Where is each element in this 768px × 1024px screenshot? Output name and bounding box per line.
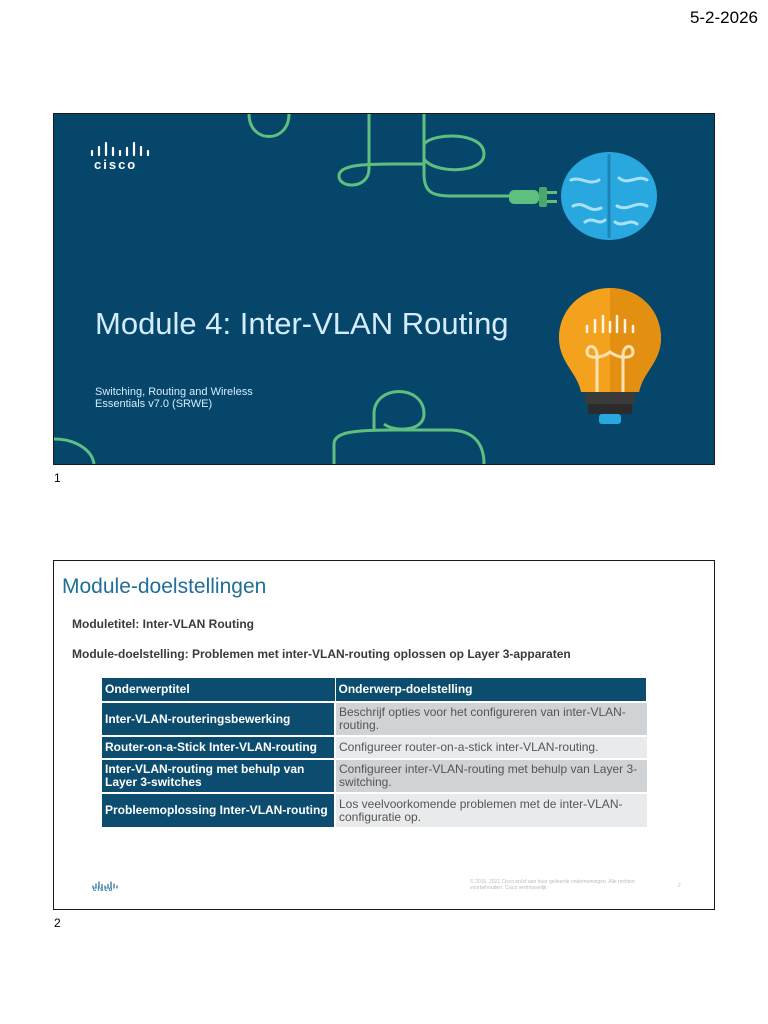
table-header-row <box>102 678 647 702</box>
copyright-text: © 2016, 2021 Cisco en/of aan haar gelieerde ondernemingen. Alle rechten voorbehouden. Cisco vertrouwelijk <box>470 879 635 891</box>
cisco-logo-text: cisco <box>93 887 114 893</box>
cisco-logo-text: cisco <box>94 157 138 172</box>
module-objective: Module-doelstelling: Problemen met inter-VLAN-routing oplossen op Layer 3-apparaten <box>72 647 571 661</box>
topic-title: Router-on-a-Stick Inter-VLAN-routing <box>102 736 335 759</box>
table-row <box>102 759 647 793</box>
topic-objective: Configureer router-on-a-stick inter-VLAN-routing. <box>335 736 647 759</box>
table-row <box>102 702 647 736</box>
plug-icon <box>509 184 559 210</box>
slide-subtitle: Switching, Routing and Wireless Essentials v7.0 (SRWE) <box>95 386 253 410</box>
slide-title: Module 4: Inter-VLAN Routing <box>95 306 509 341</box>
footer-page-number: 2 <box>678 883 681 889</box>
slide-number-2: 2 <box>54 916 61 930</box>
page-date: 5-2-2026 <box>689 8 758 27</box>
table-row <box>102 793 647 827</box>
slide-number-1: 1 <box>54 471 61 485</box>
table-header: Onderwerptitel <box>102 678 335 702</box>
slide-title: Module-doelstellingen <box>62 575 267 598</box>
topic-title: Inter-VLAN-routeringsbewerking <box>102 702 335 736</box>
brain-icon <box>559 150 659 242</box>
objectives-table <box>102 678 647 827</box>
objectives-slide <box>53 560 715 910</box>
topic-title: Probleemoplossing Inter-VLAN-routing <box>102 793 335 827</box>
table-row <box>102 736 647 759</box>
topic-objective: Beschrijf opties voor het configureren van inter-VLAN-routing. <box>335 702 647 736</box>
module-title: Moduletitel: Inter-VLAN Routing <box>72 617 254 631</box>
topic-objective: Configureer inter-VLAN-routing met behulp van Layer 3-switching. <box>335 759 647 793</box>
cisco-logo <box>90 140 150 158</box>
topic-objective: Los veelvoorkomende problemen met de inter-VLAN-configuratie op. <box>335 793 647 827</box>
lightbulb-icon <box>557 286 663 431</box>
table-header: Onderwerp-doelstelling <box>335 678 647 702</box>
topic-title: Inter-VLAN-routing met behulp van Layer 3-switches <box>102 759 335 793</box>
title-slide <box>53 113 715 465</box>
